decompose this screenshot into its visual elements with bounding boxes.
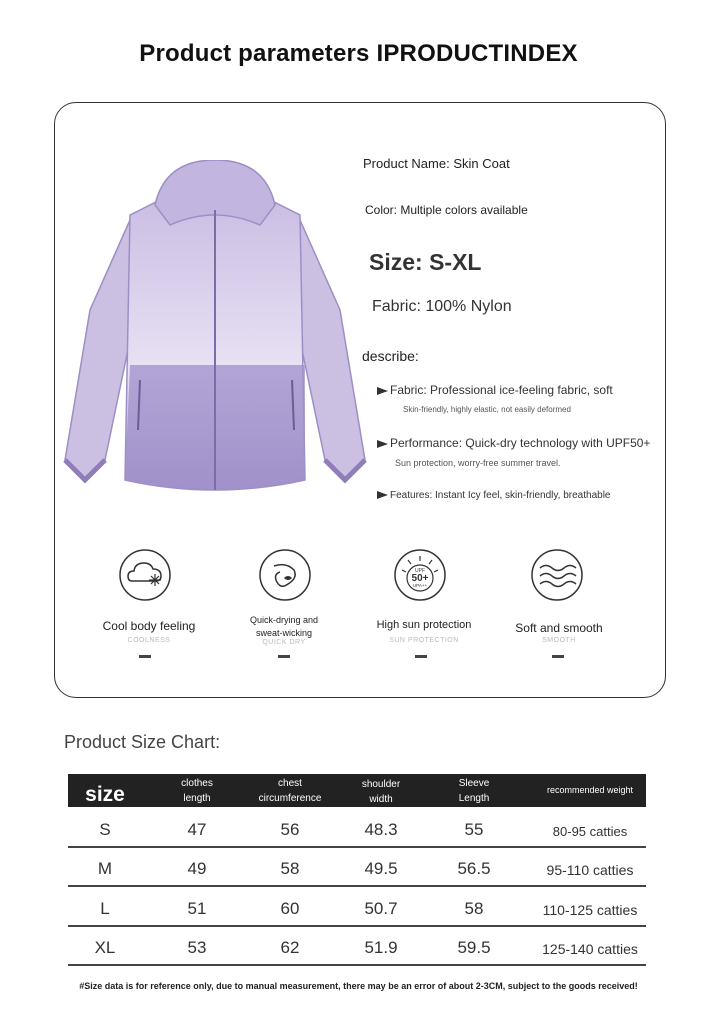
arrow-icon (377, 440, 388, 448)
describe-label: describe: (362, 348, 419, 364)
icon-ghost-label: SUN PROTECTION (389, 637, 459, 644)
icon-label: High sun protection (376, 619, 472, 631)
arrow-icon (377, 491, 388, 499)
header-size: size (85, 783, 125, 806)
cell-chest: 60 (280, 899, 300, 918)
header-length-line1: clothes (181, 778, 213, 789)
header-sleeve-line2: Length (458, 793, 490, 804)
header-chest-line2: circumference (258, 793, 322, 804)
feature-item (377, 490, 610, 501)
size-chart-title: Product Size Chart: (64, 732, 221, 752)
cell-sleeve: 55 (464, 820, 484, 839)
icon-label: Cool body feeling (102, 619, 196, 633)
product-color: Color: Multiple colors available (365, 203, 528, 217)
feature-item (377, 383, 613, 397)
icon-label-line2: sweat-wicking (255, 628, 313, 638)
upf-badge-bottom: UPA++ (412, 583, 428, 588)
feature-title: Features: Instant Icy feel, skin-friendly, breathable (390, 490, 611, 501)
icon-ghost-label: SMOOTH (542, 637, 576, 644)
icon-ghost-label: QUICK DRY (262, 639, 306, 646)
quick-dry-icon (258, 548, 312, 602)
product-size: Size: S-XL (369, 249, 482, 275)
feature-title: Fabric: Professional ice-feeling fabric, soft (390, 383, 613, 397)
cell-chest: 56 (280, 820, 300, 839)
product-fabric: Fabric: 100% Nylon (372, 298, 512, 315)
icon-ghost-label: COOLNESS (127, 637, 171, 644)
size-note: #Size data is for reference only, due to manual measurement, there may be an error of about 2-3CM, subject to the goods received! (79, 981, 638, 991)
icon-label: Soft and smooth (515, 621, 603, 635)
cell-size: L (100, 899, 110, 918)
divider-dash (278, 655, 290, 658)
feature-item (377, 436, 650, 450)
upf-badge-top: UPF (415, 568, 425, 574)
cell-size: M (97, 859, 113, 878)
cell-weight: 95-110 catties (546, 862, 634, 878)
cell-size: XL (94, 938, 116, 957)
row-divider (68, 925, 646, 927)
icon-label-line1: Quick-drying and (249, 615, 319, 625)
header-chest-line1: chest (278, 778, 302, 789)
waves-icon (530, 548, 584, 602)
header-shoulder-line2: width (369, 794, 393, 805)
cell-sleeve: 58 (464, 899, 484, 918)
jacket-image (60, 160, 370, 500)
feature-title: Performance: Quick-dry technology with UPF50+ (390, 436, 651, 450)
cell-weight: 125-140 catties (542, 941, 638, 957)
cell-sleeve: 59.5 (457, 938, 491, 957)
cell-shoulder: 51.9 (364, 938, 398, 957)
row-divider (68, 964, 646, 966)
header-length-line2: length (183, 793, 211, 804)
page-title: Product parameters IPRODUCTINDEX (139, 40, 578, 67)
cell-sleeve: 56.5 (457, 859, 491, 878)
divider-dash (552, 655, 564, 658)
header-weight: recommended weight (546, 785, 634, 795)
cell-shoulder: 48.3 (364, 820, 398, 839)
feature-sub: Skin-friendly, highly elastic, not easily deformed (403, 405, 571, 414)
cell-length: 49 (187, 859, 207, 878)
cell-weight: 110-125 catties (542, 902, 638, 918)
upf-badge-main: 50+ (411, 573, 429, 584)
cell-shoulder: 50.7 (364, 899, 398, 918)
cell-length: 47 (187, 820, 207, 839)
divider-dash (139, 655, 151, 658)
cell-weight: 80-95 catties (552, 824, 628, 839)
upf50-icon (393, 548, 447, 602)
cool-body-icon (118, 548, 172, 602)
arrow-icon (377, 387, 388, 395)
cell-length: 51 (187, 899, 207, 918)
cell-size: S (99, 820, 111, 839)
row-divider (68, 846, 646, 848)
feature-sub: Sun protection, worry-free summer travel. (395, 458, 561, 468)
cell-shoulder: 49.5 (364, 859, 398, 878)
product-name: Product Name: Skin Coat (363, 156, 510, 171)
header-shoulder-line1: shoulder (361, 779, 401, 790)
cell-chest: 58 (280, 859, 300, 878)
cell-length: 53 (187, 938, 207, 957)
row-divider (68, 885, 646, 887)
divider-dash (415, 655, 427, 658)
header-sleeve-line1: Sleeve (458, 778, 490, 789)
cell-chest: 62 (280, 938, 300, 957)
